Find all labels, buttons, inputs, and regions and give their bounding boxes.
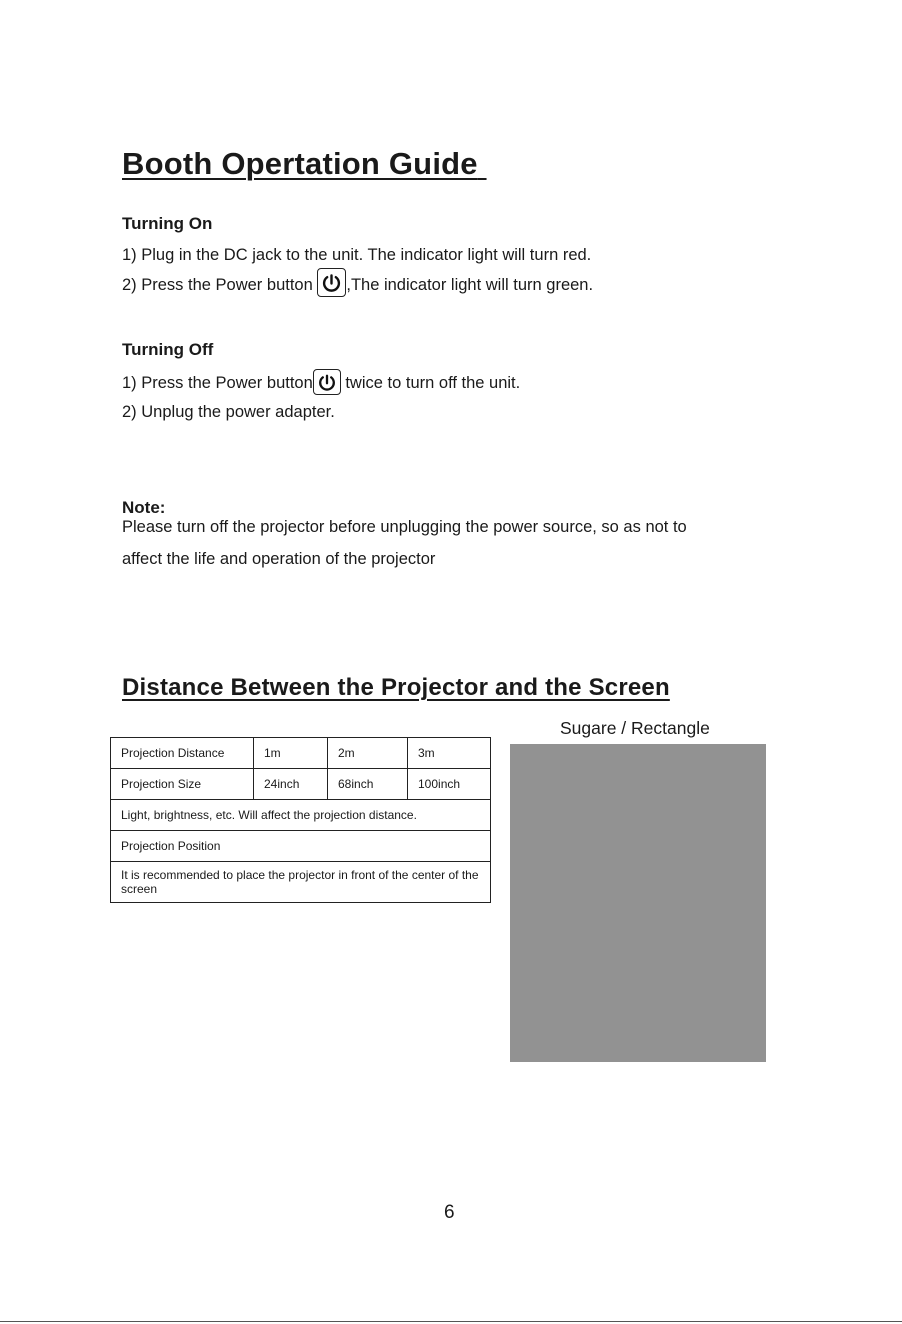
table-cell: 68inch bbox=[328, 769, 408, 800]
projection-spec-table bbox=[110, 737, 491, 903]
guide-title: Booth Opertation Guide bbox=[122, 146, 478, 181]
table-cell: Projection Position bbox=[111, 831, 491, 862]
table-row bbox=[111, 769, 491, 800]
table-cell: Projection Size bbox=[111, 769, 254, 800]
screen-label-cutout bbox=[510, 717, 543, 744]
turning-on-heading: Turning On bbox=[122, 214, 213, 233]
turning-on-step-1: 1) Plug in the DC jack to the unit. The indicator light will turn red. bbox=[122, 246, 592, 264]
turning-off-step-2: 2) Unplug the power adapter. bbox=[122, 403, 335, 421]
screen-label: Sugare / Rectangle bbox=[560, 718, 710, 738]
turning-off-step-1 bbox=[122, 372, 520, 395]
table-cell: 24inch bbox=[254, 769, 328, 800]
table-row bbox=[111, 738, 491, 769]
turning-off-step-1-text-a: 1) Press the Power button bbox=[122, 373, 313, 392]
turning-off-step-1-text-b: twice to turn off the unit. bbox=[340, 373, 521, 392]
table-cell: 2m bbox=[328, 738, 408, 769]
note-line-2: affect the life and operation of the projector bbox=[122, 550, 436, 568]
table-row bbox=[111, 831, 491, 862]
table-cell: Projection Distance bbox=[111, 738, 254, 769]
page-number: 6 bbox=[444, 1202, 455, 1223]
table-cell: 1m bbox=[254, 738, 328, 769]
table-row bbox=[111, 862, 491, 903]
turning-on-step-2-text-a: 2) Press the Power button bbox=[122, 275, 318, 294]
table-cell: Light, brightness, etc. Will affect the projection distance. bbox=[111, 800, 491, 831]
turning-on-step-2-text-b: ,The indicator light will turn green. bbox=[346, 275, 594, 294]
turning-off-heading: Turning Off bbox=[122, 340, 214, 359]
power-icon bbox=[313, 369, 341, 395]
note-heading: Note: bbox=[122, 498, 166, 517]
table-cell: 3m bbox=[408, 738, 491, 769]
table-cell: 100inch bbox=[408, 769, 491, 800]
turning-on-step-2 bbox=[122, 274, 593, 297]
power-icon bbox=[317, 268, 346, 297]
note-line-1: Please turn off the projector before unplugging the power source, so as not to bbox=[122, 518, 687, 536]
table-row bbox=[111, 800, 491, 831]
screen-illustration bbox=[510, 744, 766, 1062]
bottom-rule bbox=[0, 1321, 902, 1322]
table-cell: It is recommended to place the projector in front of the center of the screen bbox=[111, 862, 491, 903]
distance-title: Distance Between the Projector and the Screen bbox=[122, 674, 670, 701]
